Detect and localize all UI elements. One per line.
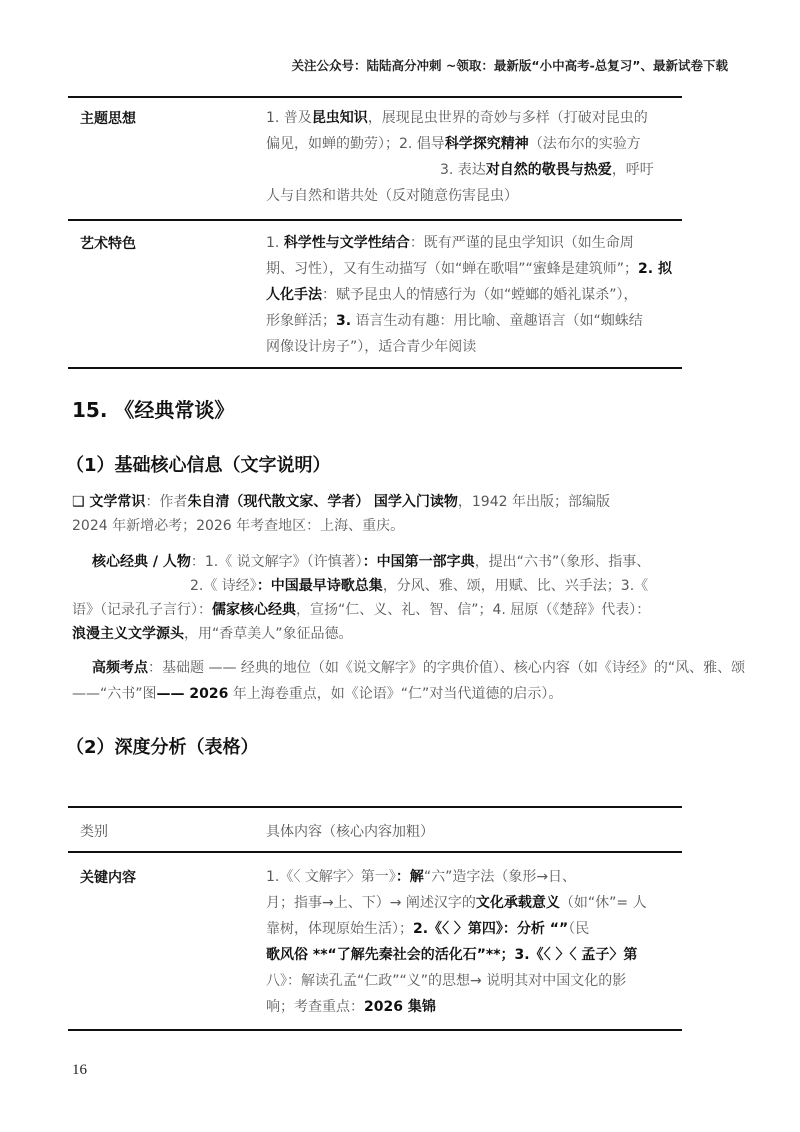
text: 3. 表达 <box>440 162 486 178</box>
text: 人与自然和谐共处（反对随意伤害昆虫） <box>266 188 518 204</box>
bold-text: 2.《〈 〉第四》：分析 “” <box>413 921 569 937</box>
table-rule <box>68 851 682 853</box>
text-line <box>72 624 353 644</box>
text-line <box>266 997 436 1017</box>
text-line <box>266 108 648 128</box>
table-rule <box>68 367 682 369</box>
col-header-content: 具体内容（核心内容加粗） <box>266 824 434 840</box>
text: 语言生动有趣：用比喻、童趣语言（如“蜘蛛结 <box>351 313 643 329</box>
text: 网像设计房子”），适合青少年阅读 <box>266 339 477 355</box>
bold-text: 朱自清（现代散文家、学者） <box>187 494 370 510</box>
text-line <box>72 516 404 536</box>
table-rule <box>68 806 682 808</box>
bold-text: —— 2026 <box>156 686 229 702</box>
text: ，展现昆虫世界的奇妙与多样（打破对昆虫的 <box>367 110 648 126</box>
bold-text: 核心经典 / 人物 <box>92 554 191 570</box>
text-line <box>72 684 562 704</box>
text: 形象鲜活； <box>266 313 336 329</box>
text: 2.《 诗经》 <box>190 578 257 594</box>
text: 年上海卷重点，如《论语》“仁”对当代道德的启示）。 <box>228 686 563 702</box>
text-line <box>266 971 626 991</box>
text-line <box>266 945 637 965</box>
bold-text: ：中国最早诗歌总集 <box>256 578 383 594</box>
text: ，提出“六书”（象形、指事、 <box>474 554 651 570</box>
subsection-title-2: （2）深度分析（表格） <box>66 737 259 758</box>
text: ：基础题 —— 经典的地位（如《说文解字》的字典价值）、核心内容（如《诗经》的“风、雅、颂 <box>148 660 746 676</box>
text: 靠树，体现原始生活）； <box>266 921 413 937</box>
row-label-art: 艺术特色 <box>80 236 136 252</box>
text: ：1.《 说文解字》（许慎著） <box>190 554 363 570</box>
text: （法布尔的实验方 <box>528 136 641 152</box>
text: ，1942 年出版；部编版 <box>457 494 610 510</box>
text-line <box>190 576 648 596</box>
text: 月；指事→上、下）→ 阐述汉字的 <box>266 895 476 911</box>
bold-text: 2026 集锦 <box>364 999 436 1015</box>
bold-text: 科学探究精神 <box>444 136 529 152</box>
text: 1. <box>266 235 284 251</box>
text: 语》（记录孔子言行）： <box>72 602 212 618</box>
row-label-theme: 主题思想 <box>80 111 136 127</box>
text: ：赋予昆虫人的情感行为（如“螳螂的婚礼谋杀”）， <box>322 287 638 303</box>
text: ，分风、雅、颂，用赋、比、兴手法；3.《 <box>382 578 649 594</box>
text-line <box>266 285 638 305</box>
text-line <box>266 893 647 913</box>
text-line <box>72 600 650 620</box>
text-line <box>266 337 476 357</box>
page-header: 关注公众号：陆陆高分冲刺 ~领取：最新版“小中高考-总复习”、最新试卷下载 <box>291 58 728 73</box>
text: 响；考查重点： <box>266 999 364 1015</box>
text: ：既有严谨的昆虫学知识（如生命周 <box>409 235 634 251</box>
row-label-key-content: 关键内容 <box>80 870 136 886</box>
text: ，宣扬“仁、义、礼、智、信”；4. 屈原（《楚辞》代表）： <box>296 602 651 618</box>
text: （如“休”= 人 <box>559 895 647 911</box>
bold-text: 对自然的敬畏与热爱 <box>485 162 612 178</box>
page-number: 16 <box>72 1062 87 1078</box>
bold-text: 高频考点 <box>92 660 148 676</box>
table-rule <box>68 1029 682 1031</box>
text-line <box>266 134 641 154</box>
text: 期、习性），又有生动描写（如“蝉在歌唱”“蜜蜂是建筑师”； <box>266 261 639 277</box>
text: 2. 倡导 <box>399 136 445 152</box>
bold-text: 人化手法 <box>266 287 322 303</box>
text-line <box>266 919 589 939</box>
text: 1.《〈 文解字〉第一》 <box>266 869 396 885</box>
table-rule <box>68 96 682 98</box>
subsection-title-1: （1）基础核心信息（文字说明） <box>66 455 331 476</box>
text-line <box>440 160 654 180</box>
bold-text: 2. 拟 <box>638 261 672 277</box>
text: ：作者 <box>145 494 188 510</box>
section-title: 15. 《经典常谈》 <box>72 398 235 422</box>
bold-text: 科学性与文学性结合 <box>283 235 410 251</box>
bold-text: 儒家核心经典 <box>212 602 296 618</box>
text-line <box>266 867 576 887</box>
table-rule <box>68 219 682 221</box>
text: ，用“香草美人”象征品德。 <box>184 626 353 642</box>
text: （民 <box>568 921 590 937</box>
text: ，呼吁 <box>611 162 654 178</box>
bold-text: 3. <box>336 313 352 329</box>
bold-text: 昆虫知识 <box>311 110 368 126</box>
text-line <box>72 492 610 512</box>
text: “六”造字法（象形→日、 <box>423 869 577 885</box>
bold-text: ❑ 文学常识 <box>72 494 146 510</box>
text: 八》：解读孔孟“仁政”“义”的思想→ 说明其对中国文化的影 <box>266 973 627 989</box>
bold-text: 浪漫主义文学源头 <box>72 626 184 642</box>
text-line <box>92 658 745 678</box>
text-line <box>92 552 650 572</box>
bold-text: 文化承载意义 <box>475 895 560 911</box>
text: 2024 年新增必考；2026 年考查地区：上海、重庆。 <box>72 518 405 534</box>
text-line <box>266 186 518 206</box>
bold-text: ：解 <box>395 869 424 885</box>
bold-text: 国学入门读物 <box>373 494 458 510</box>
bold-text: 歌风俗 **“了解先秦社会的活化石”**；3.《〈 〉〈 孟子〉第 <box>266 947 638 963</box>
text: 偏见，如蝉的勤劳）； <box>266 136 399 152</box>
text-line <box>266 233 634 253</box>
text: ——“六书”图 <box>72 686 157 702</box>
text-line <box>266 311 643 331</box>
text-line <box>266 259 672 279</box>
text: 1. 普及 <box>266 110 312 126</box>
col-header-category: 类别 <box>80 824 108 840</box>
bold-text: ：中国第一部字典 <box>362 554 475 570</box>
